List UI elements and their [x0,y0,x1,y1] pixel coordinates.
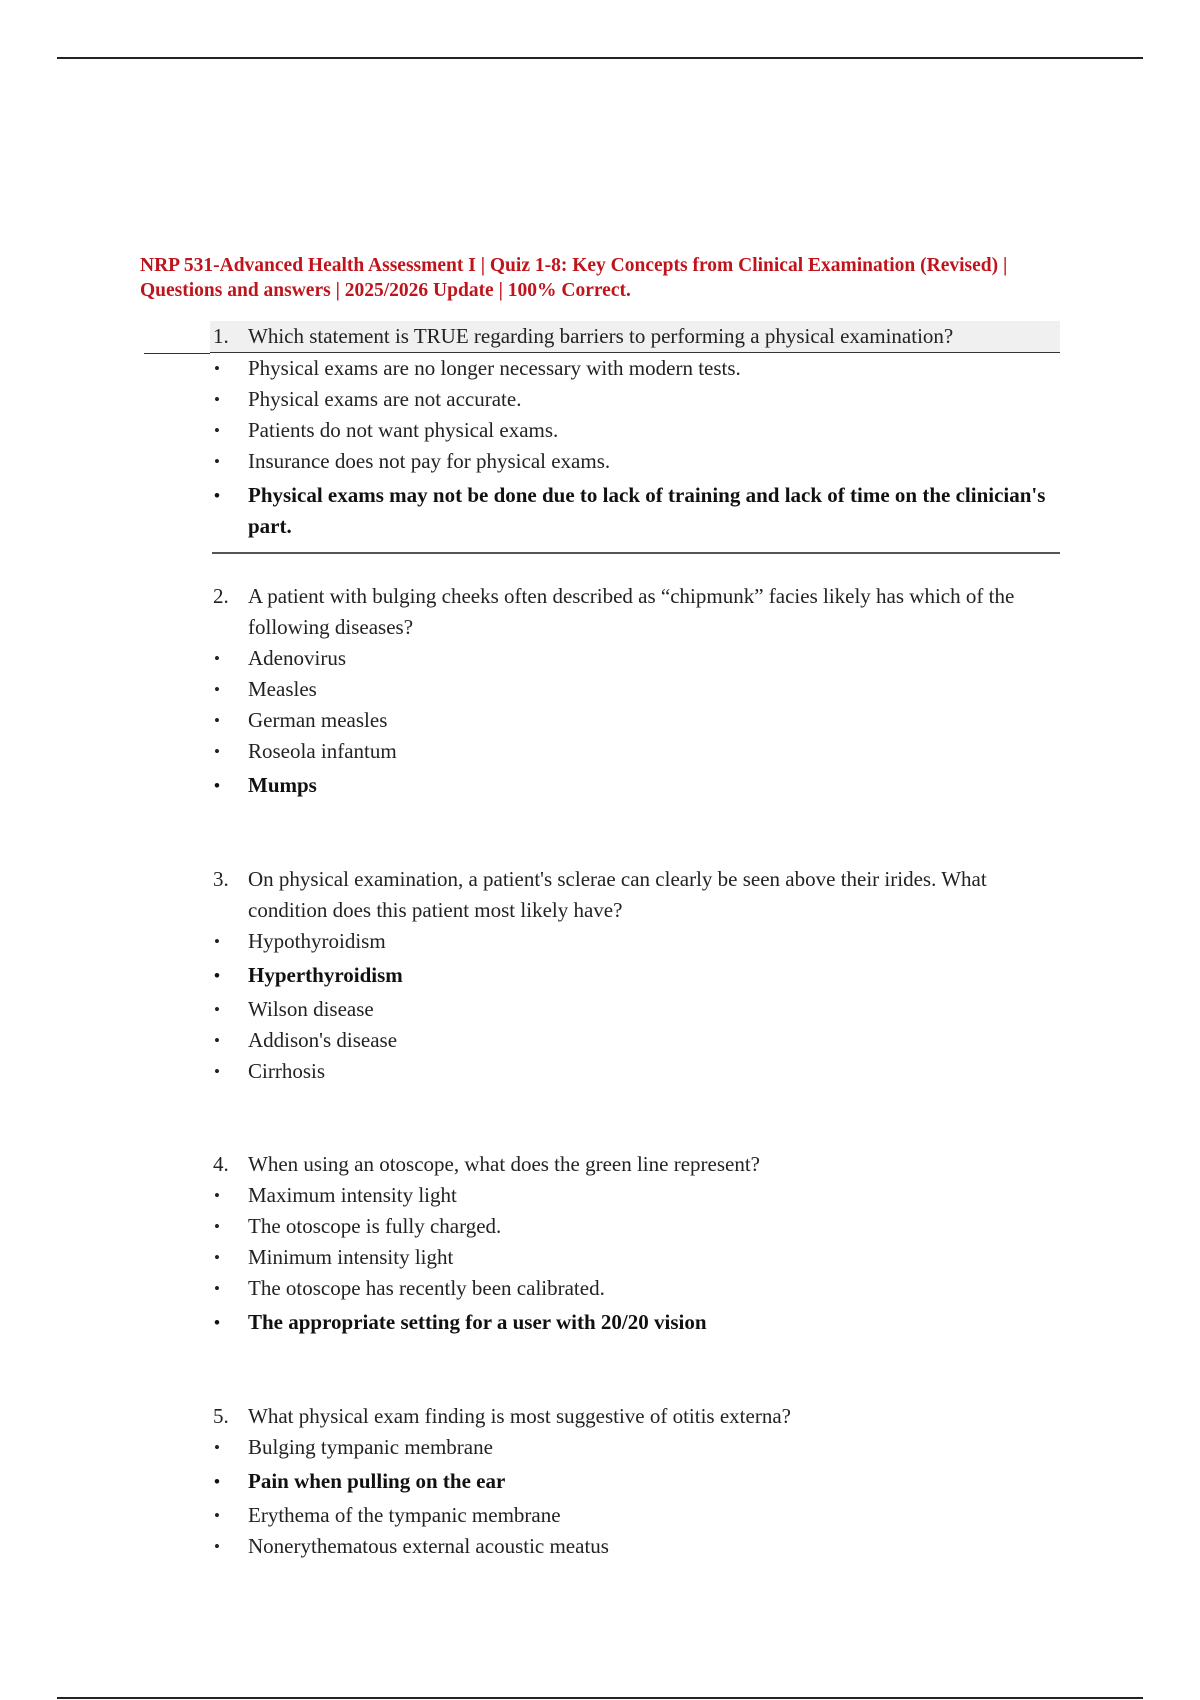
question-3 [210,864,1060,1087]
question-4-option-d: • The otoscope has recently been calibrated. [210,1273,1060,1304]
question-1-text [210,321,1060,353]
question-1-options [210,353,1060,542]
question-1 [210,321,1060,545]
question-4-options [210,1180,1060,1338]
question-1-prompt: Which statement is TRUE regarding barriers to performing a physical examination? [248,324,954,348]
question-1-option-c: • Patients do not want physical exams. [210,415,1060,446]
question-3-option-a: • Hypothyroidism [210,926,1060,957]
question-2-option-b: • Measles [210,674,1060,705]
question-1-option-a: • Physical exams are no longer necessary with modern tests. [210,353,1060,384]
question-4-prompt: When using an otoscope, what does the green line represent? [248,1152,760,1176]
question-4-option-c: • Minimum intensity light [210,1242,1060,1273]
question-5-options [210,1432,1060,1562]
question-3-option-c: • Wilson disease [210,994,1060,1025]
question-3-number: 3. [213,867,229,891]
question-2-option-c: • German measles [210,705,1060,736]
question-2-number: 2. [213,584,229,608]
question-4-option-e-correct: • The appropriate setting for a user with 20/20 vision [210,1307,1060,1338]
question-5 [210,1401,1060,1562]
question-3-option-e: • Cirrhosis [210,1056,1060,1087]
question-2 [210,581,1060,804]
question-2-options [210,643,1060,801]
question-3-options [210,926,1060,1087]
question-4-text [210,1149,1060,1180]
question-5-prompt: What physical exam finding is most suggestive of otitis externa? [248,1404,791,1428]
question-1-option-e-correct: • Physical exams may not be done due to lack of training and lack of time on the clinician's part. [210,480,1060,542]
question-5-option-b-correct: • Pain when pulling on the ear [210,1466,1060,1497]
page-bottom-rule [57,1697,1143,1699]
document-title: NRP 531-Advanced Health Assessment I | Quiz 1-8: Key Concepts from Clinical Examination (Revised) | Questions and answers | 2025/2026 Update | 100% Correct. [140,255,1008,301]
question-1-underline [144,353,210,354]
question-5-number: 5. [213,1404,229,1428]
question-1-option-b: • Physical exams are not accurate. [210,384,1060,415]
question-3-prompt: On physical examination, a patient's sclerae can clearly be seen above their irides. What condition does this patient most likely have? [248,867,987,922]
question-divider [212,552,1060,554]
question-4 [210,1149,1060,1341]
question-5-option-d: • Nonerythematous external acoustic meatus [210,1531,1060,1562]
question-2-prompt: A patient with bulging cheeks often described as “chipmunk” facies likely has which of the following diseases? [248,584,1015,639]
question-2-option-e-correct: • Mumps [210,770,1060,801]
question-4-number: 4. [213,1152,229,1176]
question-4-option-a: • Maximum intensity light [210,1180,1060,1211]
question-1-number: 1. [213,324,229,348]
question-2-option-a: • Adenovirus [210,643,1060,674]
question-5-option-a: • Bulging tympanic membrane [210,1432,1060,1463]
question-3-text [210,864,1060,926]
question-5-option-c: • Erythema of the tympanic membrane [210,1500,1060,1531]
question-4-option-b: • The otoscope is fully charged. [210,1211,1060,1242]
question-3-option-b-correct: • Hyperthyroidism [210,960,1060,991]
question-2-option-d: • Roseola infantum [210,736,1060,767]
question-1-option-d: • Insurance does not pay for physical exams. [210,446,1060,477]
page-top-rule [57,57,1143,59]
question-2-text [210,581,1060,643]
question-3-option-d: • Addison's disease [210,1025,1060,1056]
question-5-text [210,1401,1060,1432]
